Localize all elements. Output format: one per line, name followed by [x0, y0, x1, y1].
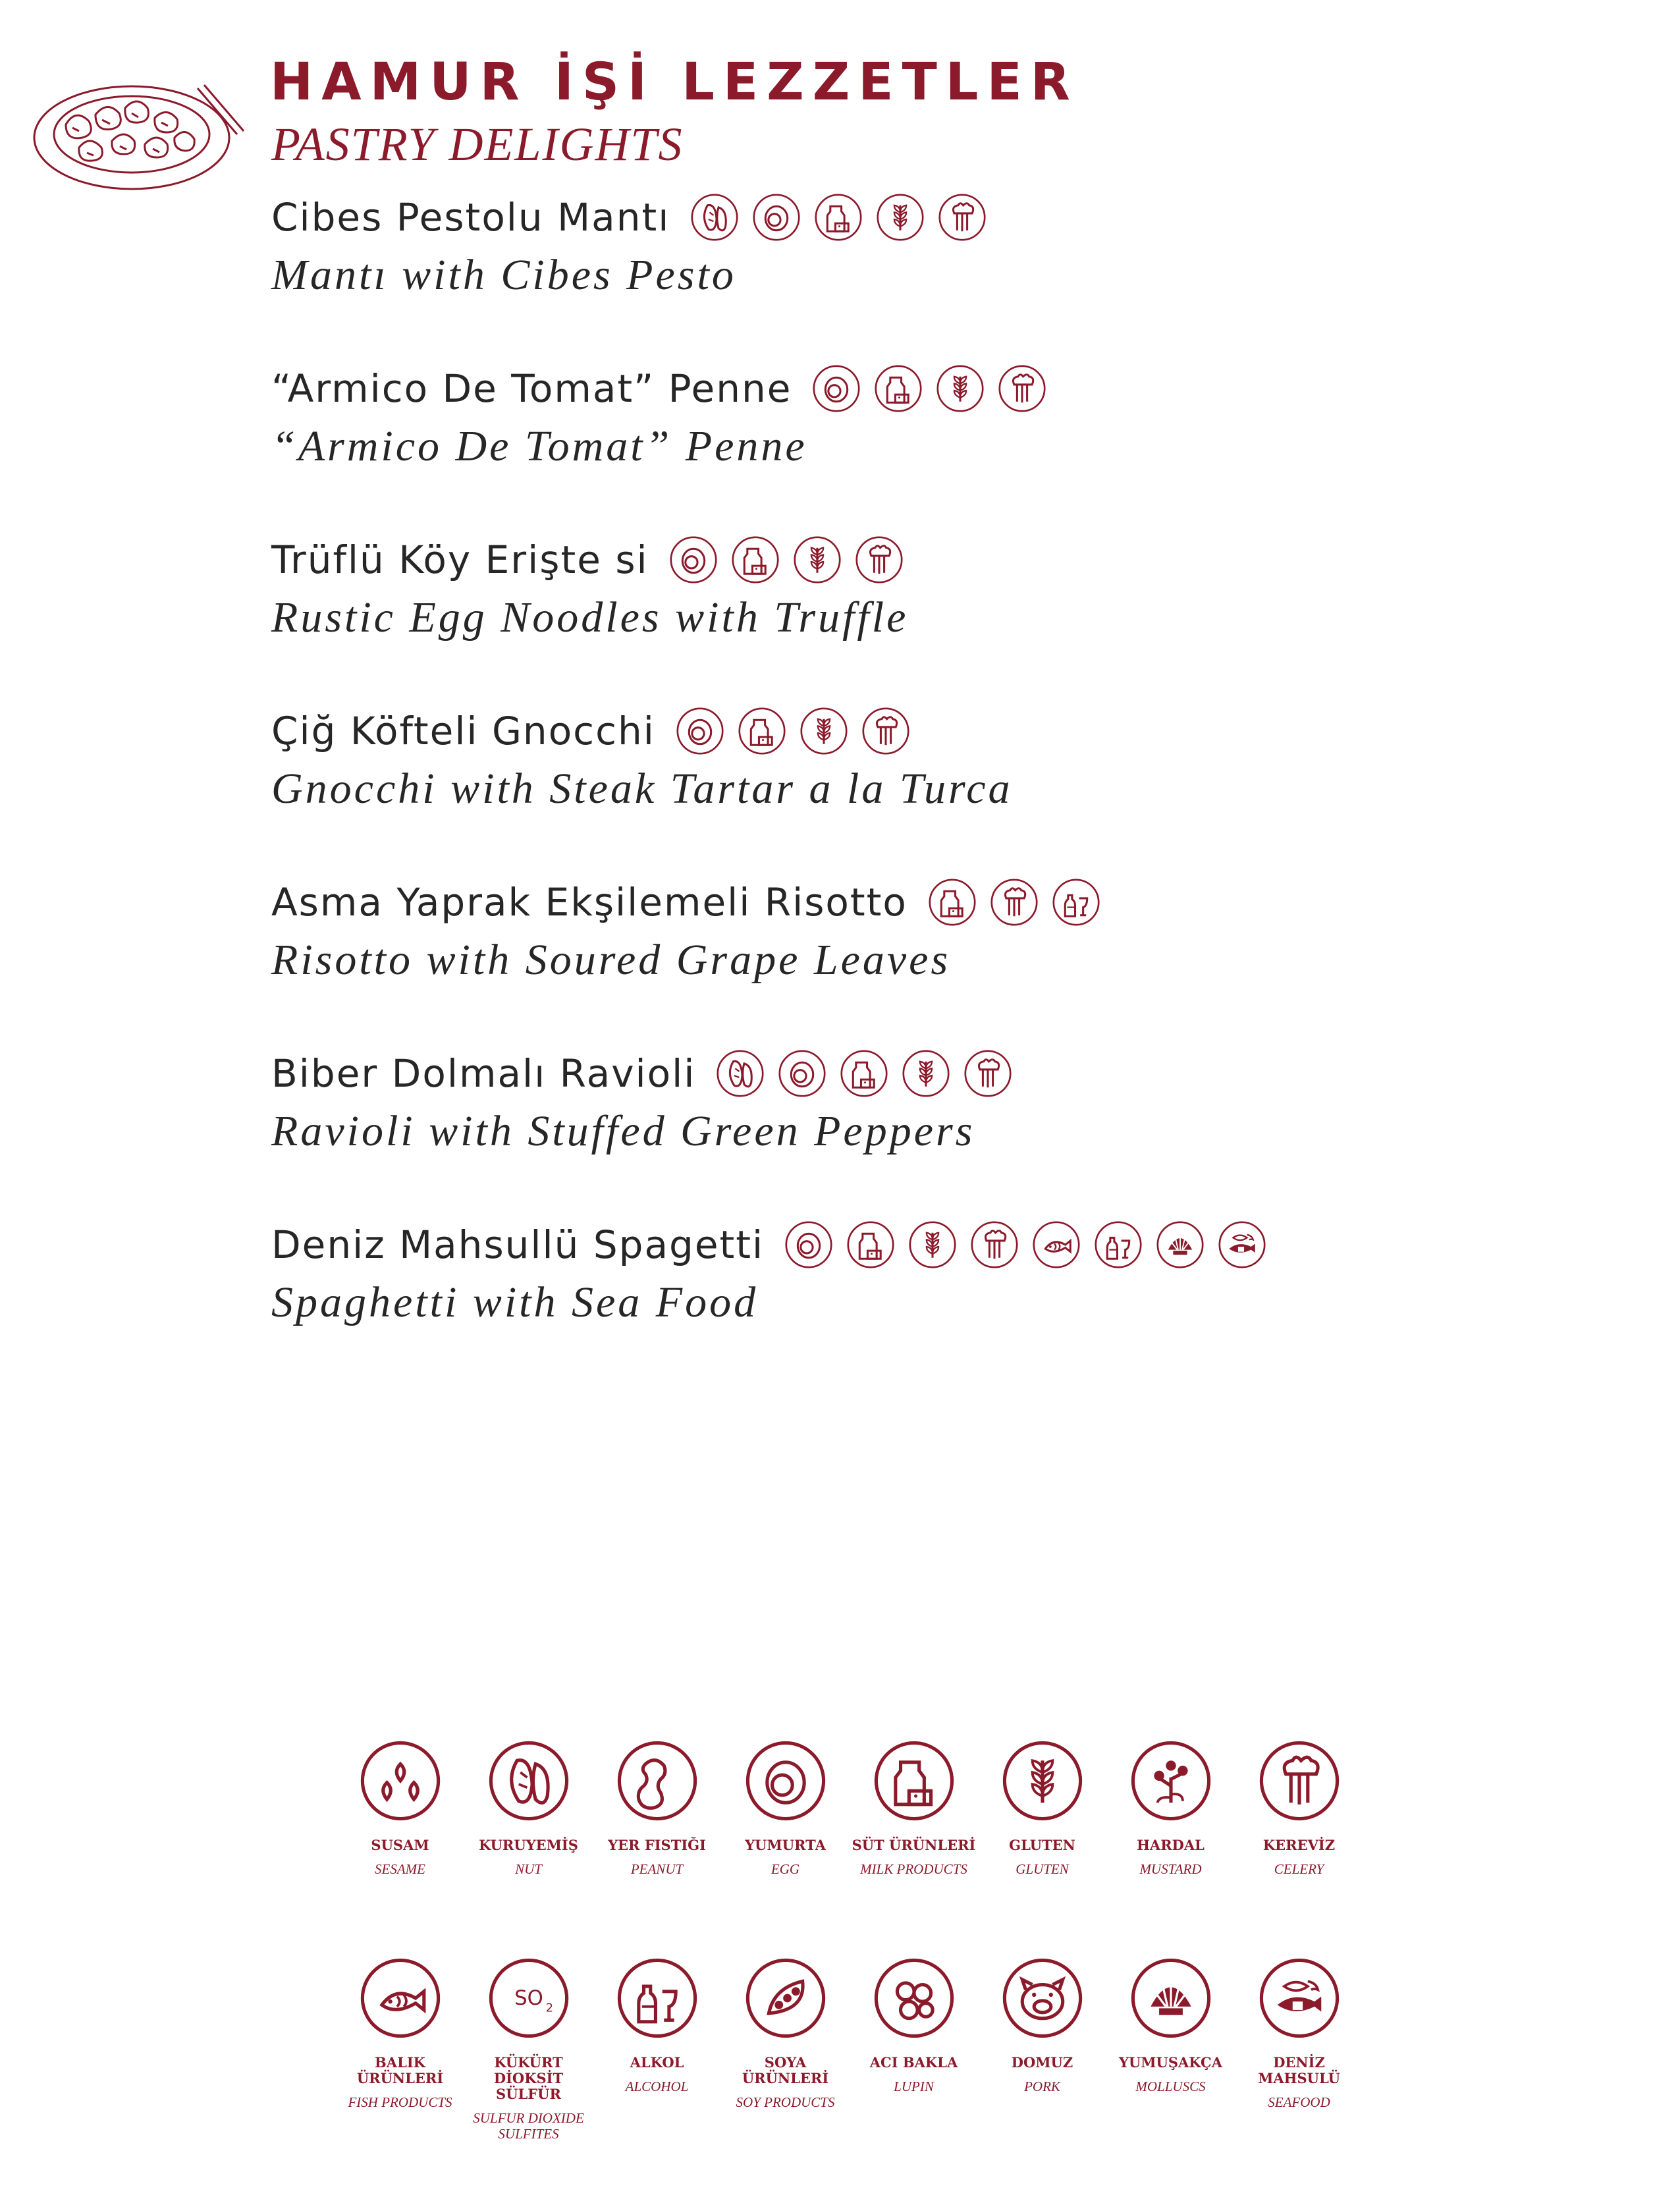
dish-name-en: “Armico De Tomat” Penne [271, 422, 807, 470]
legend-item-nut [464, 1739, 593, 1956]
allergen-legend [336, 1739, 1363, 2173]
legend-item-fish [336, 1956, 464, 2173]
legend-label-en: MUSTARD [1139, 1861, 1202, 1877]
dish-name-en: Rustic Egg Noodles with Truffle [271, 593, 909, 641]
celery-icon [861, 706, 911, 756]
dish-name-tr: Trüflü Köy Erişte si [271, 537, 649, 582]
legend-label-tr: SOYA ÜRÜNLERİ [742, 2054, 829, 2086]
legend-label-en: SULFUR DIOXIDE SULFITES [473, 2110, 584, 2142]
alcohol-icon [1051, 877, 1101, 927]
legend-label-en: EGG [771, 1861, 800, 1877]
alcohol-icon [615, 1956, 699, 2040]
celery-icon [854, 535, 904, 585]
dish-title-row [271, 871, 1588, 934]
legend-label-en: LUPIN [894, 2079, 934, 2094]
egg-icon [744, 1739, 828, 1823]
legend-label-tr: KEREVİZ [1262, 1837, 1336, 1853]
nut-icon [690, 192, 740, 242]
dish-allergen-icons [675, 706, 923, 756]
soy-icon [744, 1956, 828, 2040]
legend-label-en: ALCOHOL [625, 2079, 689, 2094]
dish-item [271, 699, 1588, 871]
fish-icon [358, 1956, 443, 2040]
celery-icon [963, 1048, 1013, 1099]
milk-icon [730, 535, 780, 585]
celery-icon [937, 192, 987, 242]
legend-item-celery [1235, 1739, 1363, 1956]
legend-label-tr: KURUYEMİŞ [479, 1837, 578, 1853]
legend-label-tr: SÜT ÜRÜNLERİ [852, 1837, 976, 1853]
legend-label-en: GLUTEN [1016, 1861, 1069, 1877]
milk-icon [872, 1739, 956, 1823]
egg-icon [784, 1220, 834, 1270]
legend-item-molluscs [1106, 1956, 1235, 2173]
dish-allergen-icons [927, 877, 1113, 927]
svg-text:SO: SO [514, 1986, 543, 2011]
legend-label-en: PEANUT [630, 1861, 684, 1877]
dish-list [271, 186, 1588, 1384]
legend-label-en: MOLLUSCS [1135, 2079, 1206, 2094]
legend-item-sesame [336, 1739, 464, 1956]
legend-label-tr: YUMUŞAKÇA [1118, 2054, 1223, 2071]
gluten-icon [799, 706, 849, 756]
molluscs-icon [1129, 1956, 1213, 2040]
dish-title-row [271, 186, 1588, 249]
svg-text:2: 2 [545, 2001, 553, 2015]
egg-icon [668, 535, 718, 585]
dish-name-en: Mantı with Cibes Pesto [271, 251, 736, 299]
dish-title-row [271, 1213, 1588, 1276]
molluscs-icon [1155, 1220, 1205, 1270]
dish-name-en: Risotto with Soured Grape Leaves [271, 936, 951, 984]
legend-label-tr: BALIK ÜRÜNLERİ [356, 2054, 444, 2086]
legend-label-en: SESAME [375, 1861, 425, 1877]
dish-title-row [271, 357, 1588, 420]
egg-icon [811, 364, 861, 414]
egg-icon [777, 1048, 827, 1099]
dish-allergen-icons [715, 1048, 1025, 1099]
legend-label-tr: DOMUZ [1011, 2054, 1073, 2071]
dish-name-tr: Çiğ Köfteli Gnocchi [271, 709, 655, 753]
pork-icon [1000, 1956, 1085, 2040]
gluten-icon [935, 364, 985, 414]
seafood-icon [1217, 1220, 1267, 1270]
legend-label-en: PORK [1024, 2079, 1060, 2094]
sesame-icon [358, 1739, 443, 1823]
dish-item [271, 1213, 1588, 1384]
section-subtitle: PASTRY DELIGHTS [271, 118, 684, 171]
dish-name-tr: Asma Yaprak Ekşilemeli Risotto [271, 880, 908, 925]
celery-icon [1257, 1739, 1341, 1823]
dish-allergen-icons [811, 364, 1059, 414]
dish-title-row [271, 1042, 1588, 1105]
legend-label-tr: ALKOL [630, 2054, 684, 2071]
legend-item-lupin [850, 1956, 978, 2173]
legend-label-tr: SUSAM [371, 1837, 429, 1853]
gluten-icon [908, 1220, 958, 1270]
peanut-icon [615, 1739, 699, 1823]
legend-item-egg [721, 1739, 850, 1956]
legend-label-en: CELERY [1274, 1861, 1324, 1877]
nut-icon [487, 1739, 571, 1823]
celery-icon [997, 364, 1047, 414]
legend-item-alcohol [593, 1956, 721, 2173]
mustard-icon [1129, 1739, 1213, 1823]
dish-name-en: Gnocchi with Steak Tartar a la Turca [271, 765, 1013, 813]
dish-item [271, 871, 1588, 1042]
celery-icon [989, 877, 1039, 927]
nut-icon [715, 1048, 765, 1099]
gluten-icon [901, 1048, 951, 1099]
dish-title-row [271, 699, 1588, 763]
legend-label-en: NUT [515, 1861, 542, 1877]
legend-item-soy [721, 1956, 850, 2173]
legend-label-en: FISH PRODUCTS [348, 2094, 452, 2110]
legend-label-en: MILK PRODUCTS [860, 1861, 967, 1877]
dish-item [271, 357, 1588, 528]
legend-label-tr: KÜKÜRT DİOKSİT SÜLFÜR [493, 2054, 564, 2102]
gluten-icon [1000, 1739, 1085, 1823]
gluten-icon [875, 192, 925, 242]
milk-icon [813, 192, 863, 242]
section-header [26, 46, 1079, 198]
dish-item [271, 528, 1588, 699]
sulfites-icon [487, 1956, 571, 2040]
legend-row [336, 1739, 1363, 1956]
legend-label-tr: ACI BAKLA [869, 2054, 958, 2071]
dish-title-row [271, 528, 1588, 591]
milk-icon [873, 364, 923, 414]
legend-label-tr: DENİZ MAHSULÜ [1258, 2054, 1340, 2086]
dish-name-tr: “Armico De Tomat” Penne [271, 366, 792, 411]
legend-row [336, 1956, 1363, 2173]
milk-icon [839, 1048, 889, 1099]
legend-label-tr: GLUTEN [1009, 1837, 1075, 1853]
legend-item-seafood [1235, 1956, 1363, 2173]
lupin-icon [872, 1956, 956, 2040]
fish-icon [1031, 1220, 1081, 1270]
egg-icon [751, 192, 801, 242]
gluten-icon [792, 535, 842, 585]
legend-label-en: SOY PRODUCTS [736, 2094, 835, 2110]
dish-allergen-icons [690, 192, 999, 242]
legend-label-tr: YUMURTA [745, 1837, 826, 1853]
celery-icon [969, 1220, 1019, 1270]
legend-item-pork [978, 1956, 1106, 2173]
alcohol-icon [1093, 1220, 1143, 1270]
legend-item-gluten [978, 1739, 1106, 1956]
dish-name-tr: Deniz Mahsullü Spagetti [271, 1222, 765, 1267]
dish-name-en: Ravioli with Stuffed Green Peppers [271, 1107, 975, 1155]
milk-icon [846, 1220, 896, 1270]
dish-name-tr: Biber Dolmalı Ravioli [271, 1051, 696, 1096]
legend-item-milk [850, 1739, 978, 1956]
milk-icon [737, 706, 787, 756]
dish-name-tr: Cibes Pestolu Mantı [271, 195, 670, 240]
egg-icon [675, 706, 725, 756]
legend-item-mustard [1106, 1739, 1235, 1956]
section-title: HAMUR İŞİ LEZZETLER [270, 53, 1079, 112]
legend-label-tr: YER FISTIĞI [608, 1837, 706, 1853]
seafood-icon [1257, 1956, 1341, 2040]
legend-label-tr: HARDAL [1137, 1837, 1205, 1853]
legend-label-en: SEAFOOD [1268, 2094, 1330, 2110]
dish-allergen-icons [668, 535, 916, 585]
legend-item-peanut [593, 1739, 721, 1956]
legend-item-sulfites [464, 1956, 593, 2173]
plate-illustration-icon [26, 62, 250, 200]
dish-item [271, 186, 1588, 357]
dish-name-en: Spaghetti with Sea Food [271, 1278, 759, 1326]
dish-item [271, 1042, 1588, 1213]
milk-icon [927, 877, 977, 927]
dish-allergen-icons [784, 1220, 1279, 1270]
